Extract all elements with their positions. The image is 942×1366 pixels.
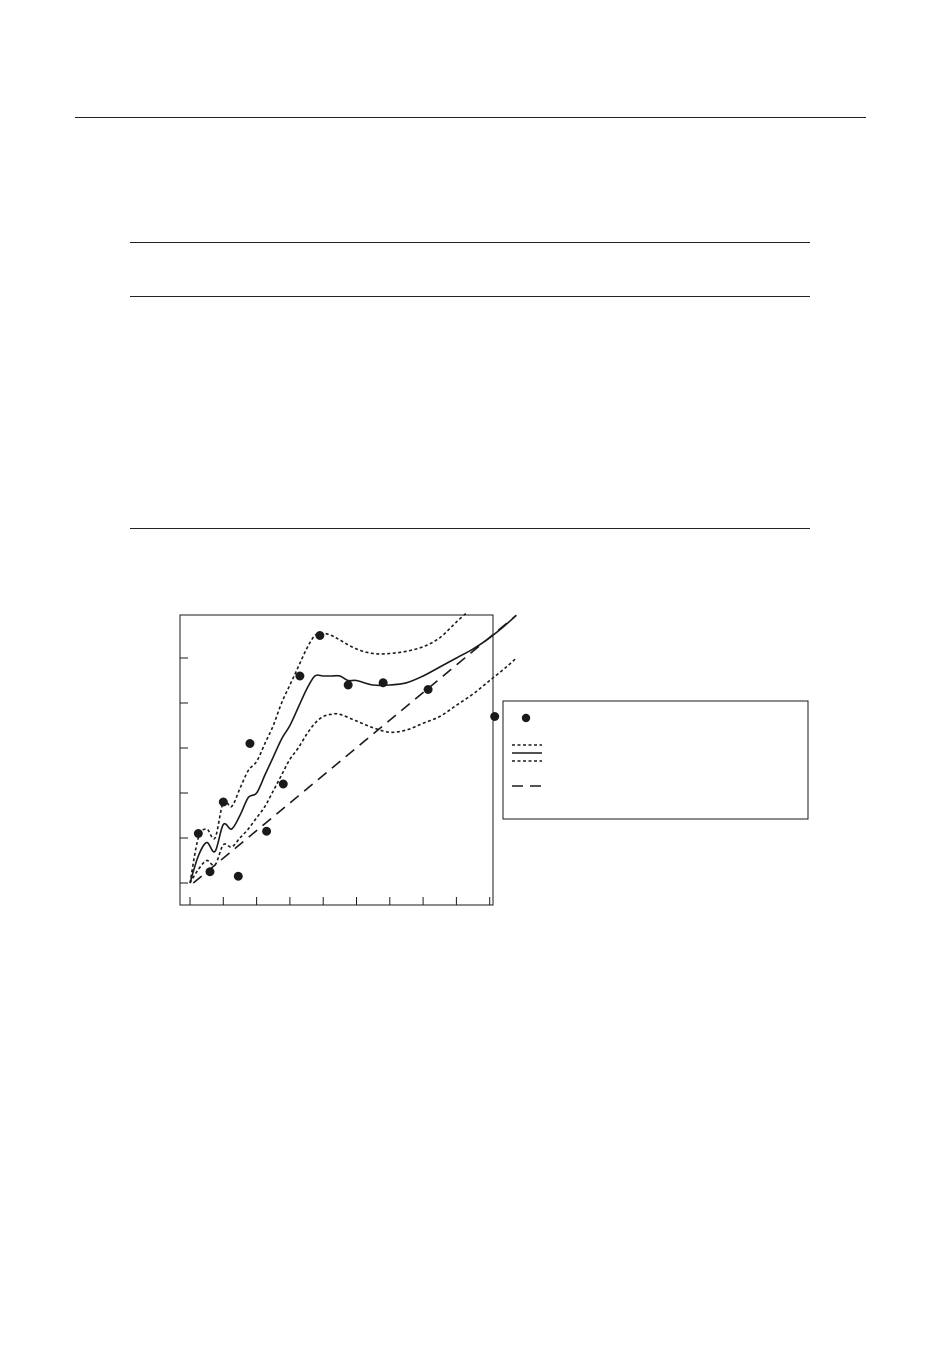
legend-marker-points bbox=[522, 714, 530, 722]
data-point bbox=[205, 867, 214, 876]
curves bbox=[190, 613, 516, 883]
data-point bbox=[344, 681, 353, 690]
data-point bbox=[424, 685, 433, 694]
legend bbox=[503, 701, 808, 819]
reference-line bbox=[193, 615, 516, 883]
confidence-bound-curve bbox=[190, 613, 466, 883]
confidence-bound-curve bbox=[190, 658, 516, 883]
legend-box bbox=[503, 701, 808, 819]
y-axis-ticks bbox=[180, 658, 188, 883]
fit-curve bbox=[190, 615, 516, 883]
data-point bbox=[262, 827, 271, 836]
data-point bbox=[490, 712, 499, 721]
data-point bbox=[194, 829, 203, 838]
data-point bbox=[295, 672, 304, 681]
plot-frame bbox=[180, 615, 493, 905]
data-point bbox=[279, 780, 288, 789]
data-point bbox=[245, 739, 254, 748]
data-point bbox=[219, 798, 228, 807]
data-point bbox=[315, 631, 324, 640]
data-point bbox=[234, 872, 243, 881]
data-point bbox=[379, 678, 388, 687]
x-axis-ticks bbox=[190, 897, 490, 905]
